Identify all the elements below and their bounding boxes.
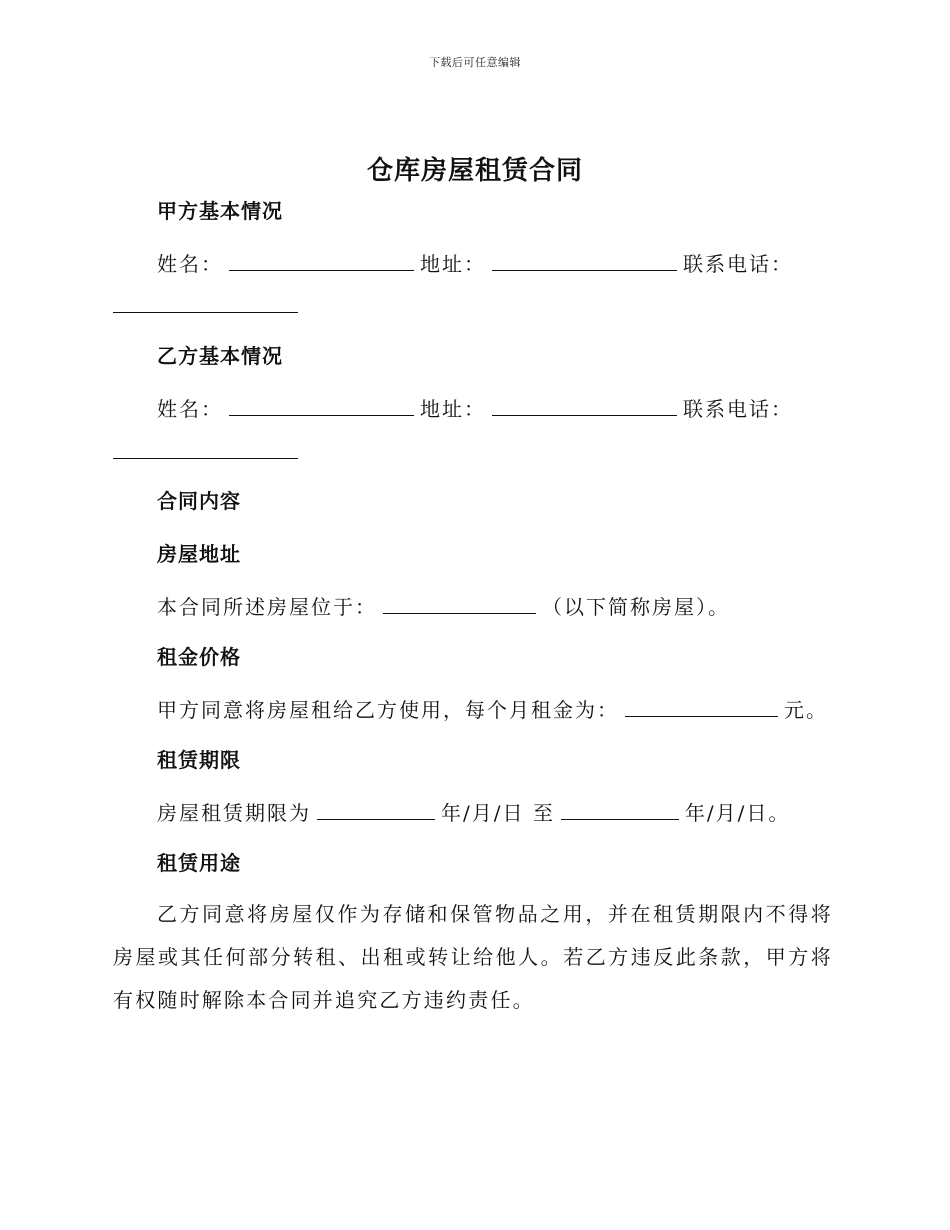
house-address-line	[157, 593, 730, 619]
party-a-name-blank[interactable]	[229, 250, 414, 271]
house-address-heading: 房屋地址	[157, 542, 241, 566]
contract-heading: 合同内容	[157, 489, 241, 513]
party-b-name-label: 姓名：	[157, 397, 223, 421]
rent-price-blank[interactable]	[625, 696, 778, 717]
lease-term-text: 房屋租赁期限为	[157, 801, 311, 825]
party-b-address-label: 地址：	[420, 397, 486, 421]
lease-use-heading: 租赁用途	[157, 851, 241, 875]
document-title: 仓库房屋租赁合同	[366, 156, 583, 186]
party-b-name-blank[interactable]	[229, 395, 414, 416]
party-b-info-line	[157, 395, 793, 421]
rent-price-heading: 租金价格	[157, 645, 241, 669]
house-address-text: 本合同所述房屋位于：	[157, 595, 377, 619]
party-b-heading: 乙方基本情况	[157, 344, 283, 368]
house-address-blank[interactable]	[383, 593, 536, 614]
lease-use-paragraph: 乙方同意将房屋仅作为存储和保管物品之用，并在租赁期限内不得将房屋或其任何部分转租、出租或转让给他人。若乙方违反此条款，甲方将有权随时解除本合同并追究乙方违约责任。	[113, 902, 833, 1012]
page-header-note: 下载后可任意编辑	[429, 56, 521, 69]
party-a-address-label: 地址：	[420, 252, 486, 276]
rent-price-line	[157, 696, 828, 722]
rent-price-suffix: 元。	[784, 698, 828, 722]
party-b-phone-blank[interactable]	[113, 457, 298, 459]
rent-price-text: 甲方同意将房屋租给乙方使用，每个月租金为：	[157, 698, 619, 722]
lease-term-unit-1: 年/月/日 至	[441, 801, 555, 825]
party-a-info-line	[157, 250, 793, 276]
party-b-phone-label: 联系电话：	[683, 397, 793, 421]
party-a-address-blank[interactable]	[492, 250, 677, 271]
party-a-phone-blank[interactable]	[113, 311, 298, 313]
lease-term-heading: 租赁期限	[157, 748, 241, 772]
house-address-suffix: （以下简称房屋）。	[542, 595, 730, 619]
party-a-name-label: 姓名：	[157, 252, 223, 276]
lease-end-blank[interactable]	[561, 799, 679, 820]
party-a-phone-label: 联系电话：	[683, 252, 793, 276]
party-b-address-blank[interactable]	[492, 395, 677, 416]
lease-term-unit-2: 年/月/日。	[684, 801, 791, 825]
lease-term-line	[157, 799, 790, 825]
lease-start-blank[interactable]	[317, 799, 435, 820]
party-a-heading: 甲方基本情况	[157, 199, 283, 223]
